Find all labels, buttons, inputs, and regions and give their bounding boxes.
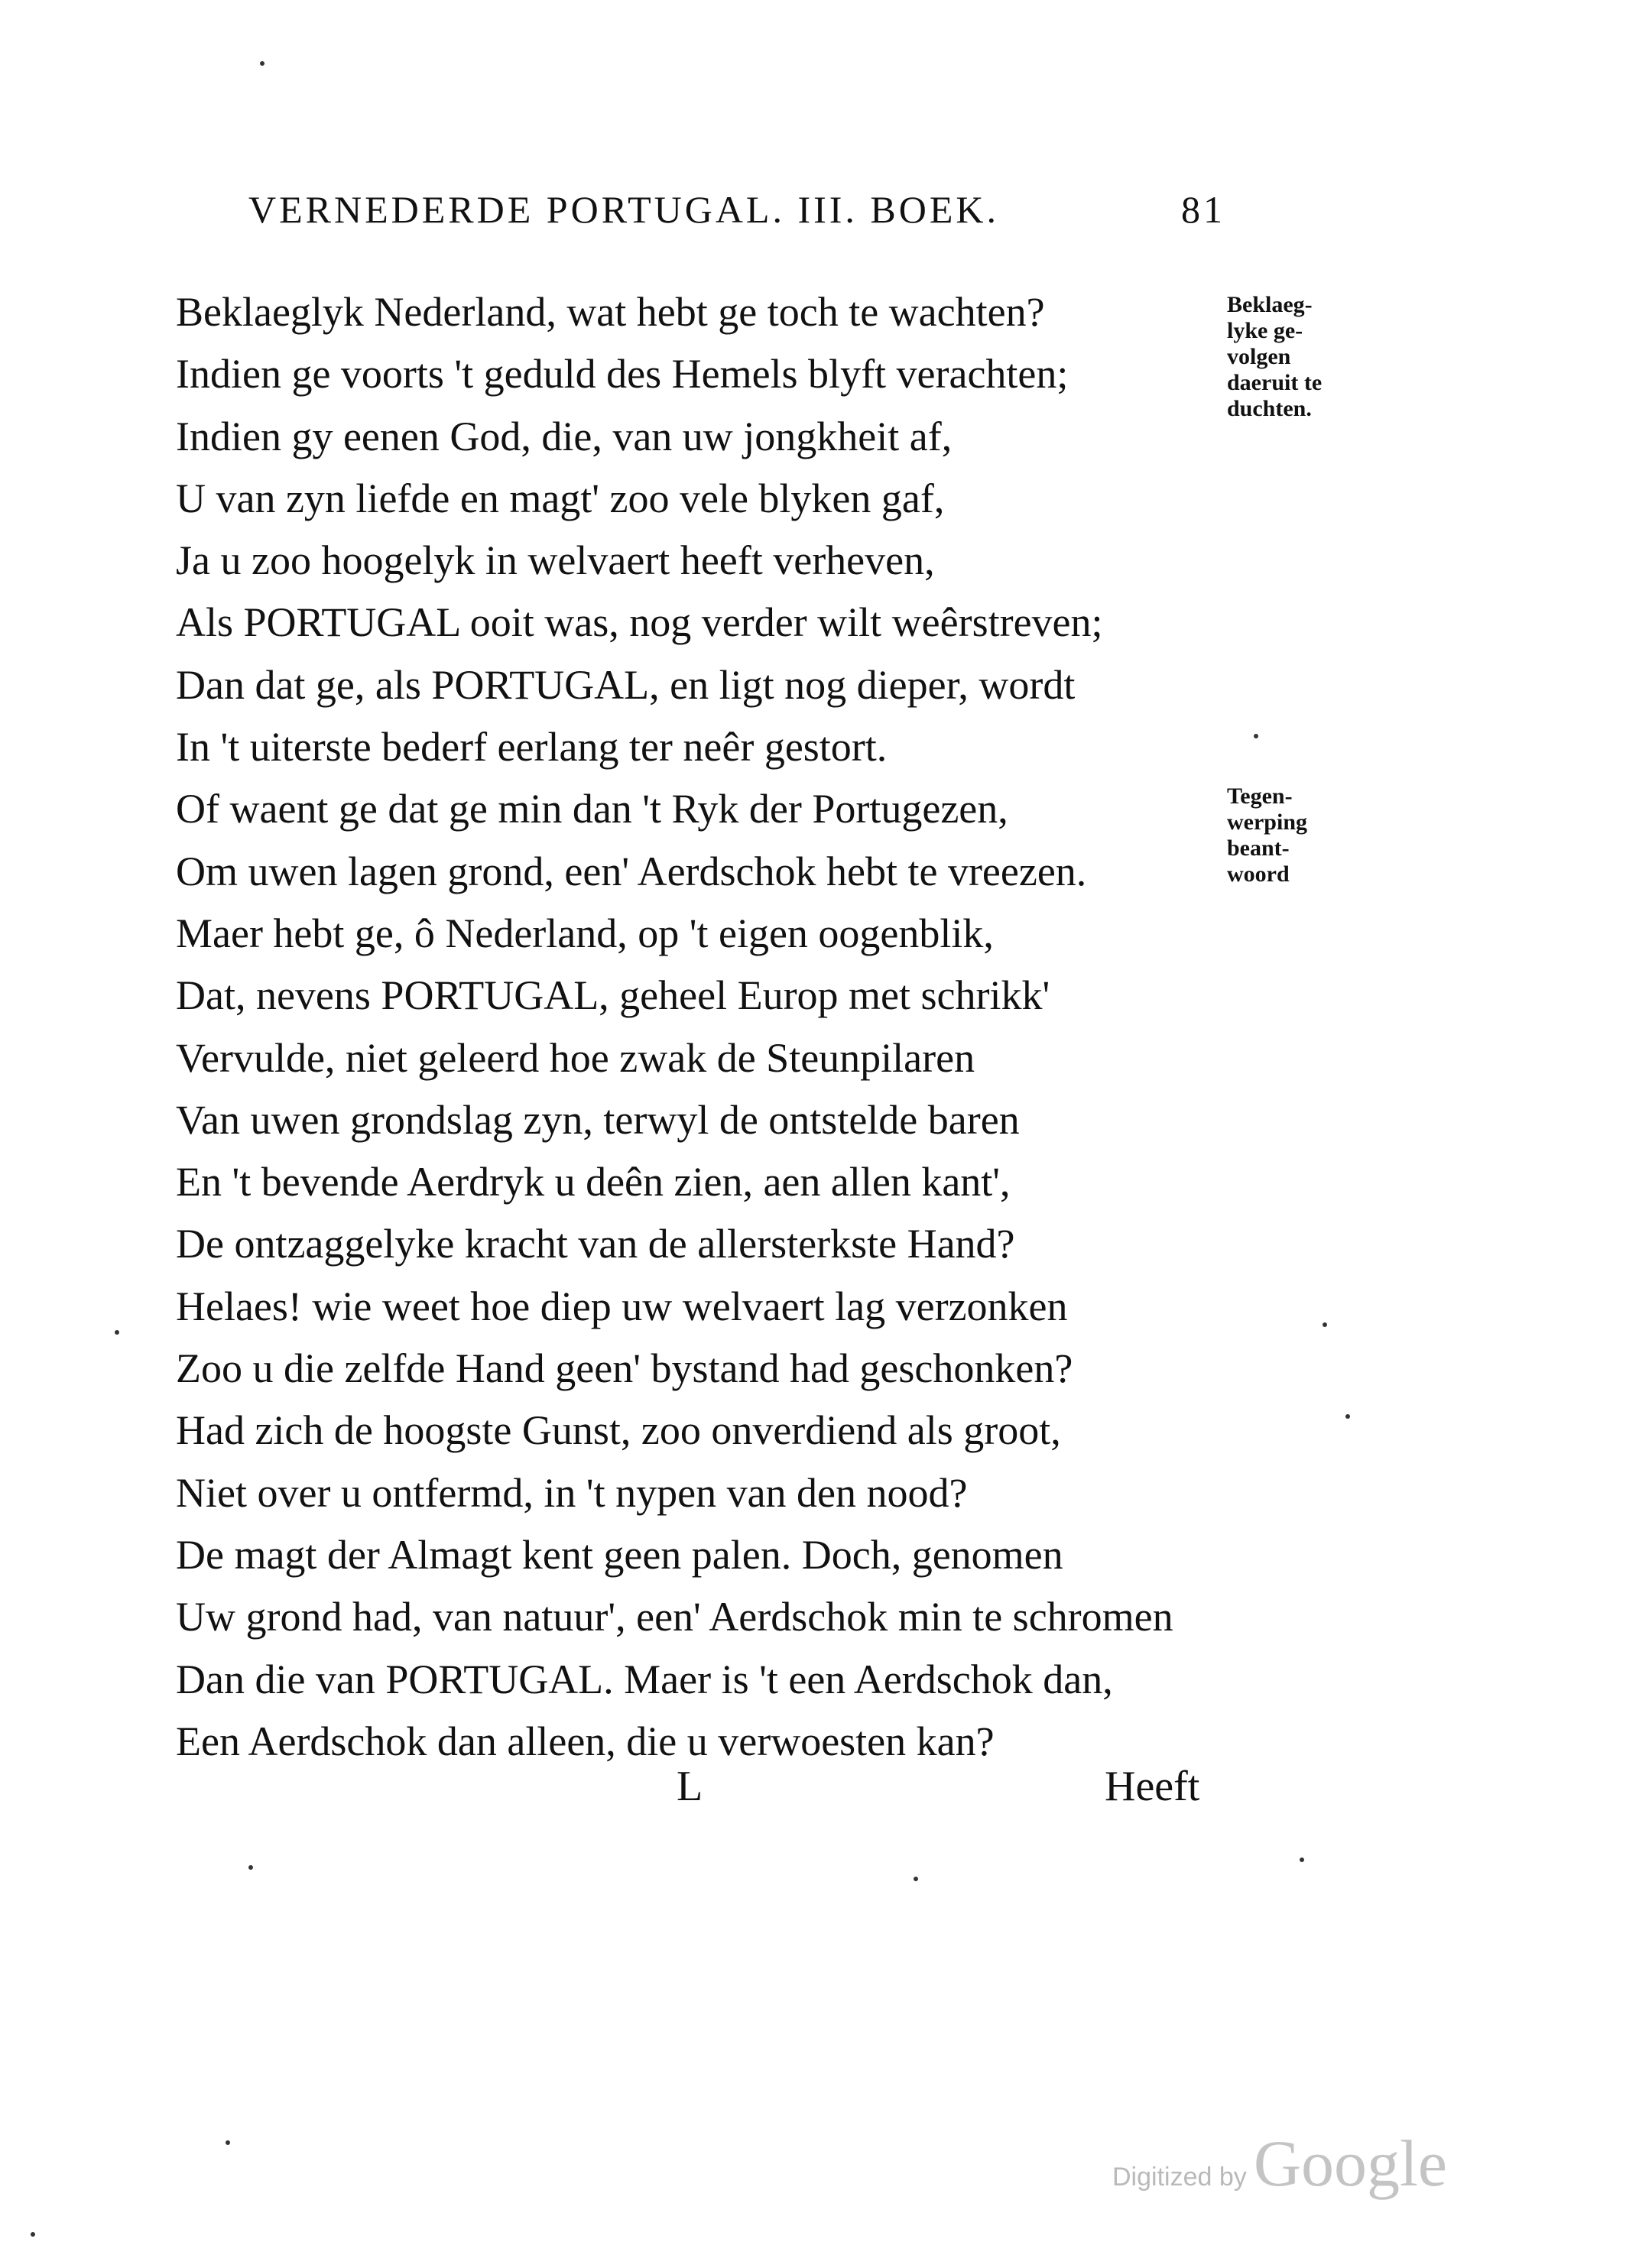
margin-note-line: lyke ge- — [1227, 318, 1303, 343]
margin-note-line: Tegen- — [1227, 784, 1293, 809]
verse-line: Een Aerdschok dan alleen, die u verwoesten kan? — [176, 1718, 995, 1764]
verse-line: U van zyn liefde en magt' zoo vele blyken gaf, — [176, 475, 945, 521]
margin-note-line: volgen — [1227, 344, 1291, 369]
verse-line: Dan dat ge, als PORTUGAL, en ligt nog dieper, wordt — [176, 661, 1076, 708]
verse-line: In 't uiterste bederf eerlang ter neêr gestort. — [176, 724, 888, 771]
scan-speck — [1323, 1322, 1327, 1327]
margin-note-line: duchten. — [1227, 396, 1312, 421]
signature-mark: L — [677, 1763, 703, 1810]
verse-text — [176, 281, 1246, 1773]
verse-line: Dat, nevens PORTUGAL, geheel Europ met schrikk' — [176, 972, 1050, 1019]
margin-note-line: werping — [1227, 810, 1307, 835]
verse-line: Uw grond had, van natuur', een' Aerdschok min te schromen — [176, 1594, 1173, 1640]
verse-line: De ontzaggelyke kracht van de allersterkste Hand? — [176, 1221, 1015, 1267]
verse-line: Als PORTUGAL ooit was, nog verder wilt weêrstreven; — [176, 599, 1103, 646]
verse-line: En 't bevende Aerdryk u deên zien, aen allen kant', — [176, 1159, 1011, 1205]
verse-line: Om uwen lagen grond, een' Aerdschok hebt te vreezen. — [176, 848, 1087, 894]
verse-line: Indien ge voorts 't geduld des Hemels blyft verachten; — [176, 351, 1069, 397]
verse-line: Helaes! wie weet hoe diep uw welvaert lag verzonken — [176, 1283, 1068, 1329]
verse-line: Van uwen grondslag zyn, terwyl de ontstelde baren — [176, 1096, 1020, 1143]
verse-line: Zoo u die zelfde Hand geen' bystand had geschonken? — [176, 1345, 1073, 1392]
scan-speck — [1254, 734, 1258, 738]
digitized-watermark — [1112, 2125, 1447, 2201]
verse-line: Dan die van PORTUGAL. Maer is 't een Aerdschok dan, — [176, 1656, 1113, 1702]
verse-line: Niet over u ontfermd, in 't nypen van den nood? — [176, 1469, 968, 1516]
catchword: Heeft — [1105, 1763, 1200, 1810]
verse-line: Beklaeglyk Nederland, wat hebt ge toch te wachten? — [176, 289, 1045, 335]
watermark-prefix: Digitized by — [1112, 2163, 1247, 2192]
running-head — [248, 187, 1242, 248]
margin-note-lament — [1227, 292, 1322, 422]
scan-speck — [31, 2232, 35, 2237]
watermark-brand-logo: Google — [1253, 2127, 1448, 2200]
scan-speck — [115, 1330, 119, 1335]
verse-line: Of waent ge dat ge min dan 't Ryk der Portugezen, — [176, 786, 1008, 832]
verse-line: Maer hebt ge, ô Nederland, op 't eigen oogenblik, — [176, 910, 994, 956]
scan-speck — [248, 1865, 253, 1870]
page-number: 81 — [1181, 188, 1225, 231]
margin-note-objection — [1227, 784, 1307, 887]
verse-line: Vervulde, niet geleerd hoe zwak de Steunpilaren — [176, 1034, 975, 1081]
margin-note-line: daeruit te — [1227, 370, 1323, 395]
running-head-title: VERNEDERDE PORTUGAL. III. BOEK. — [248, 188, 1000, 231]
verse-line: Indien gy eenen God, die, van uw jongkheit af, — [176, 413, 953, 459]
scan-speck — [226, 2140, 230, 2145]
margin-note-line: woord — [1227, 861, 1290, 887]
scan-speck — [1345, 1414, 1350, 1419]
scan-speck — [914, 1877, 918, 1881]
margin-note-line: Beklaeg- — [1227, 292, 1313, 317]
scan-speck — [260, 61, 265, 66]
margin-note-line: beant- — [1227, 835, 1290, 861]
verse-line: Had zich de hoogste Gunst, zoo onverdiend als groot, — [176, 1407, 1061, 1454]
scan-speck — [1300, 1858, 1304, 1862]
verse-line: De magt der Almagt kent geen palen. Doch, genomen — [176, 1531, 1063, 1578]
verse-line: Ja u zoo hoogelyk in welvaert heeft verheven, — [176, 537, 935, 584]
